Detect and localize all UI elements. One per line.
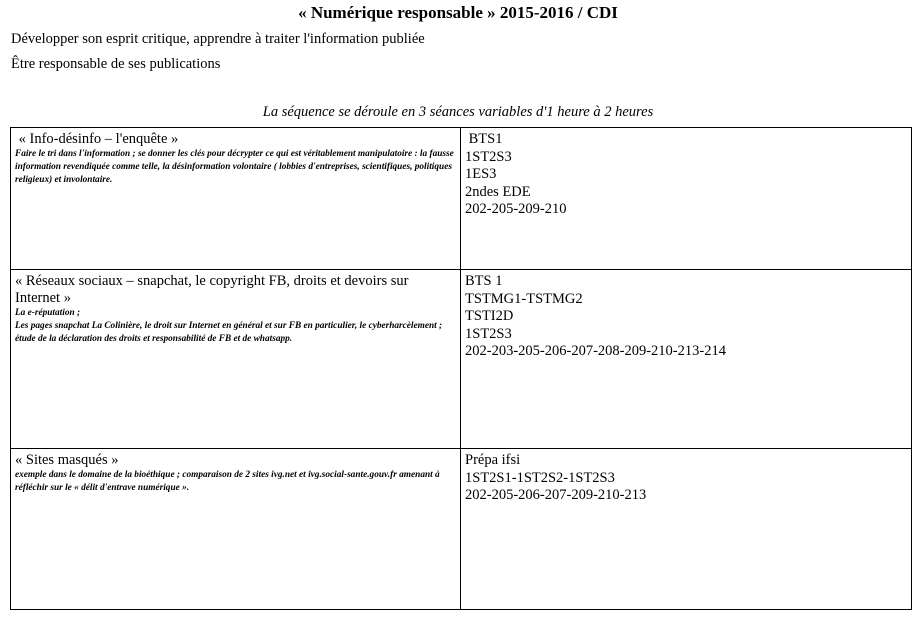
session-description: Faire le tri dans l'information ; se donner les clés pour décrypter ce qui est véritablement manipulatoire : la fausse information revendiquée comme telle, la désinformation volontaire ( lobbies d'entreprises, scientifiques, politiques religieux) et involontaire. xyxy=(15,149,454,185)
objective-critical-thinking: Développer son esprit critique, apprendre à traiter l'information publiée xyxy=(11,31,425,47)
session-topic-cell xyxy=(11,449,461,610)
class-list xyxy=(465,273,907,361)
class-item: 202-203-205-206-207-208-209-210-213-214 xyxy=(465,343,726,359)
session-title: « Réseaux sociaux – snapchat, le copyright FB, droits et devoirs sur Internet » xyxy=(15,273,409,306)
class-item: 2ndes EDE xyxy=(465,183,531,200)
session-classes-cell xyxy=(461,270,912,449)
class-item: 1ES3 xyxy=(465,166,497,182)
class-item: BTS1 xyxy=(465,131,503,147)
session-title: « Sites masqués » xyxy=(15,452,119,468)
session-row xyxy=(11,449,912,610)
class-item: 1ST2S3 xyxy=(465,325,512,342)
session-description: exemple dans le domaine de la bioéthique ; comparaison de 2 sites ivg.net et ivg.social-sante.gouv.fr amenant à réfléchir sur le « délit d'entrave numérique ». xyxy=(15,470,440,493)
session-title: « Info-désinfo – l'enquête » xyxy=(15,131,179,147)
class-item: Prépa ifsi xyxy=(465,452,521,468)
session-row xyxy=(11,128,912,270)
session-topic-cell xyxy=(11,270,461,449)
document-title: « Numérique responsable » 2015-2016 / CDI xyxy=(298,3,618,22)
class-item: 202-205-209-210 xyxy=(465,201,567,217)
objective-responsibility: Être responsable de ses publications xyxy=(11,56,221,72)
class-item: 202-205-206-207-209-210-213 xyxy=(465,487,647,503)
class-item: TSTI2D xyxy=(465,308,514,324)
class-item: TSTMG1-TSTMG2 xyxy=(465,290,583,307)
class-item: BTS 1 xyxy=(465,273,503,289)
class-item: 1ST2S1-1ST2S2-1ST2S3 xyxy=(465,469,615,486)
session-topic-cell xyxy=(11,128,461,270)
class-list xyxy=(465,452,907,505)
class-list xyxy=(465,131,907,219)
sequence-intro: La séquence se déroule en 3 séances variables d'1 heure à 2 heures xyxy=(262,104,654,120)
session-classes-cell xyxy=(461,128,912,270)
session-classes-cell xyxy=(461,449,912,610)
class-item: 1ST2S3 xyxy=(465,148,512,165)
session-row xyxy=(11,270,912,449)
session-description: La e-réputation ; xyxy=(15,308,81,318)
session-description: Les pages snapchat La Colinière, le droit sur Internet en général et sur FB en particulier, le cyberharcèlement ; étude de la déclaration des droits et responsabilité de FB et de whatsapp. xyxy=(15,321,443,344)
sessions-table xyxy=(10,127,912,610)
